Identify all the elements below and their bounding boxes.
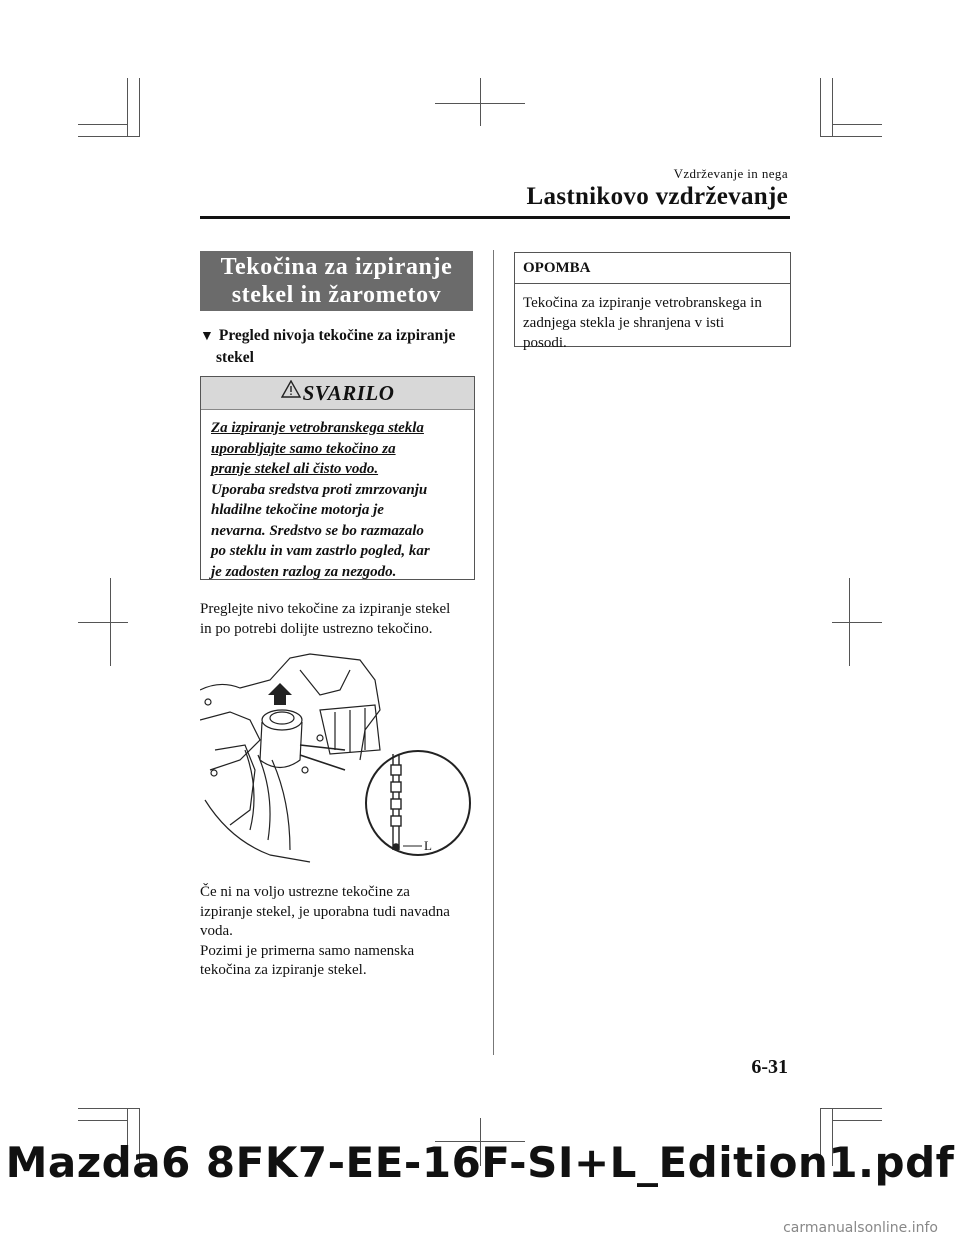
note-line: posodi. [523, 335, 567, 351]
subheading-line1: Pregled nivoja tekočine za izpiranje [218, 327, 456, 344]
running-header-section: Vzdrževanje in nega [673, 166, 788, 181]
running-header-chapter: Lastnikovo vzdrževanje [526, 183, 788, 210]
body-paragraph-1 [200, 600, 480, 639]
triangle-bullet-icon: ▼ [200, 329, 214, 344]
warning-title: SVARILO [302, 381, 395, 405]
subheading-line2: stekel [216, 349, 254, 366]
warning-line: je zadosten razlog za nezgodo. [211, 563, 397, 580]
level-mark-label: L [424, 838, 432, 853]
warning-line: hladilne tekočine motorja je [211, 502, 384, 518]
up-arrow-icon [268, 683, 292, 705]
body-line: in po potrebi dolijte ustrezno tekočino. [200, 620, 433, 637]
section-title-line2: stekel in žarometov [231, 282, 442, 308]
body-line: tekočina za izpiranje stekel. [200, 962, 367, 978]
column-separator [493, 250, 494, 1055]
page-number: 6-31 [751, 1056, 788, 1078]
warning-line: po steklu in vam zastrlo pogled, kar [211, 543, 430, 559]
note-title: OPOMBA [515, 253, 790, 284]
footer-filename: Mazda6 8FK7-EE-16F-SI+L_Edition1.pdf [5, 1138, 955, 1187]
note-line: Tekočina za izpiranje vetrobranskega in [523, 295, 762, 311]
body-paragraph-2 [200, 883, 480, 981]
warning-line: nevarna. Sredstvo se bo razmazalo [211, 522, 424, 539]
warning-line: Za izpiranje vetrobranskega stekla [211, 420, 424, 436]
note-body [515, 284, 790, 353]
subheading [200, 325, 475, 368]
warning-line: pranje stekel ali čisto vodo. [211, 461, 379, 477]
watermark: carmanualsonline.info [783, 1220, 938, 1236]
warning-triangle-icon [281, 380, 301, 403]
body-line: Če ni na voljo ustrezne tekočine za [200, 884, 410, 900]
body-line: izpiranje stekel, je uporabna tudi navadna [200, 903, 450, 920]
warning-body [201, 410, 474, 582]
level-gauge-callout [366, 751, 470, 855]
note-box [514, 252, 791, 351]
note-line: zadnjega stekla je shranjena v isti [523, 315, 725, 331]
warning-line: Uporaba sredstva proti zmrzovanju [211, 481, 428, 498]
washer-reservoir-figure [200, 650, 475, 865]
warning-box [200, 376, 475, 580]
section-title [200, 251, 473, 311]
engine-bay-illustration [200, 650, 475, 865]
body-line: voda. [200, 923, 233, 939]
warning-line: uporabljajte samo tekočino za [211, 440, 396, 457]
section-title-line1: Tekočina za izpiranje [220, 254, 453, 280]
header-rule [200, 216, 790, 219]
body-line: Preglejte nivo tekočine za izpiranje stekel [200, 601, 451, 617]
warning-header [201, 377, 474, 410]
body-line: Pozimi je primerna samo namenska [200, 942, 415, 959]
